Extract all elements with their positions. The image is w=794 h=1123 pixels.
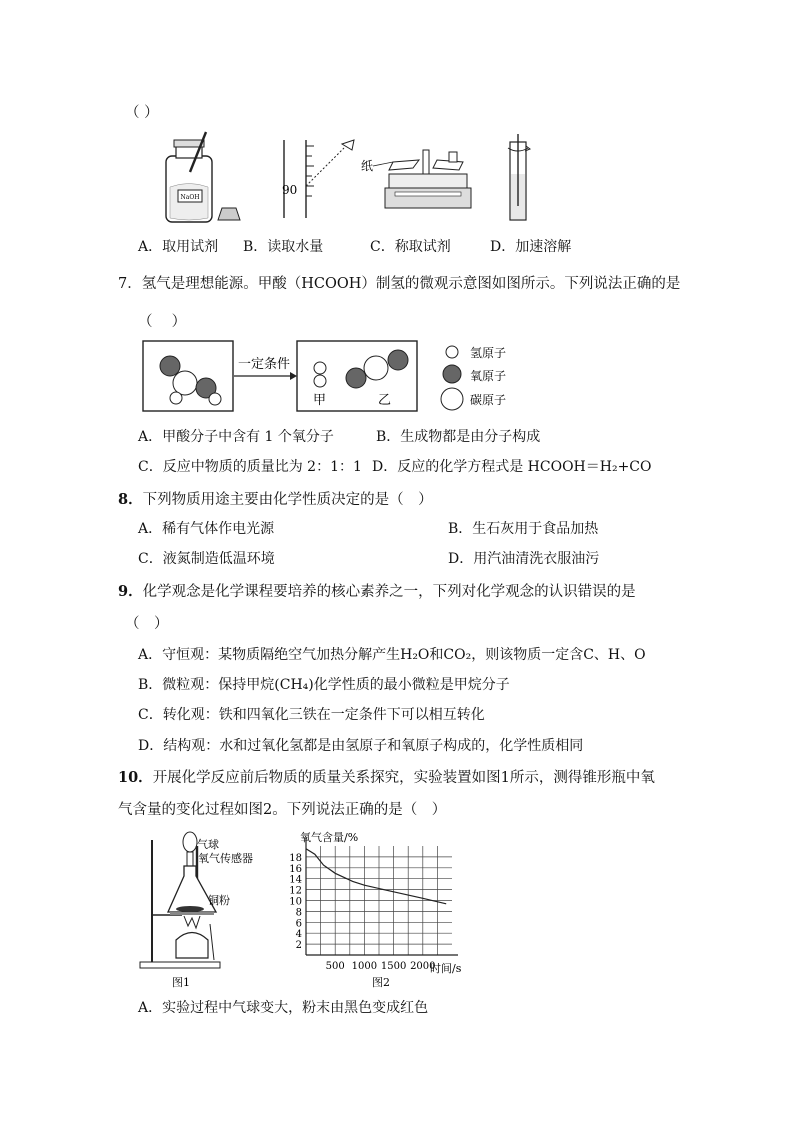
q8-number: 8． [118, 491, 143, 508]
balloon-label: 气球 [197, 838, 219, 851]
q10-stem-line1: 开展化学反应前后物质的质量关系探究，实验装置如图1所示，测得锥形瓶中氧 [152, 770, 655, 786]
legend-oxygen: 氧原子 [470, 369, 507, 383]
legend-carbon: 碳原子 [470, 393, 507, 407]
x-tick-label: 2000 [410, 961, 436, 972]
x-tick-label: 1500 [380, 961, 407, 972]
q9-answer-paren: （ ） [125, 616, 169, 632]
y-tick-label: 10 [289, 896, 302, 908]
q7-option-c: C．反应中物质的质量比为 2：1：1 [138, 459, 362, 475]
q7-answer-paren: （ ） [138, 314, 187, 330]
q7-option-d: D．反应的化学方程式是 HCOOH＝H₂+CO [372, 459, 652, 475]
q6-answer-paren: （ ） [125, 105, 159, 121]
q9-option-d: D．结构观：水和过氧化氢都是由氢原子和氧原子构成的，化学性质相同 [138, 738, 584, 754]
y-tick-label: 14 [289, 874, 302, 886]
y-tick-label: 4 [295, 929, 302, 941]
q7-option-a: A．甲酸分子中含有 1 个氧分子 [138, 429, 334, 445]
y-tick-label: 8 [295, 907, 302, 919]
y-axis-label: 氧气含量/% [300, 831, 359, 844]
legend-hydrogen: 氢原子 [470, 346, 507, 360]
q8-option-b: B．生石灰用于食品加热 [448, 521, 599, 537]
q9-stem: 化学观念是化学课程要培养的核心素养之一，下列对化学观念的认识错误的是 [142, 584, 636, 600]
powder-label: 铜粉 [208, 894, 230, 907]
fig1-caption: 图1 [172, 976, 190, 989]
q8-option-a: A．稀有气体作电光源 [138, 521, 275, 537]
naoh-label: NaOH [180, 194, 200, 201]
fig2-caption: 图2 [372, 976, 390, 989]
q10-option-a: A．实验过程中气球变大，粉末由黑色变成红色 [138, 1000, 429, 1016]
q6-option-a: A．取用试剂 [138, 239, 219, 255]
q6-option-d: D．加速溶解 [490, 239, 572, 255]
x-tick-label: 500 [325, 961, 345, 972]
y-tick-label: 18 [289, 852, 302, 864]
q9-option-a: A．守恒观：某物质隔绝空气加热分解产生H₂O和CO₂，则该物质一定含C、H、O [138, 647, 646, 663]
y-tick-label: 6 [295, 918, 302, 930]
q8-stem: 下列物质用途主要由化学性质决定的是（ ） [142, 492, 433, 508]
q7-stem: 7．氢气是理想能源。甲酸（HCOOH）制氢的微观示意图如图所示。下列说法正确的是 [118, 276, 681, 292]
q9-option-c: C．转化观：铁和四氧化三铁在一定条件下可以相互转化 [138, 707, 485, 723]
x-tick-label: 1000 [351, 961, 378, 972]
y-tick-label: 12 [289, 885, 302, 897]
product-yi: 乙 [378, 393, 392, 408]
q6-option-b: B．读取水量 [243, 239, 324, 255]
q6-option-c: C．称取试剂 [370, 239, 451, 255]
y-tick-label: 2 [295, 940, 302, 952]
q10-number: 10． [118, 769, 153, 786]
y-tick-label: 16 [289, 863, 302, 875]
q8-option-d: D．用汽油清洗衣服油污 [448, 551, 600, 567]
product-jia: 甲 [313, 393, 327, 408]
cylinder-reading: 90 [282, 183, 298, 197]
reaction-condition: 一定条件 [238, 357, 291, 372]
q9-number: 9． [118, 583, 143, 600]
q10-stem-line2: 气含量的变化过程如图2。下列说法正确的是（ ） [118, 802, 447, 818]
paper-label: 纸 [361, 159, 374, 173]
q7-option-b: B．生成物都是由分子构成 [376, 429, 541, 445]
q9-option-b: B．微粒观：保持甲烷(CH₄)化学性质的最小微粒是甲烷分子 [138, 677, 510, 693]
sensor-label: 氧气传感器 [198, 852, 253, 865]
x-axis-label: 时间/s [430, 962, 462, 975]
q8-option-c: C．液氮制造低温环境 [138, 551, 275, 567]
